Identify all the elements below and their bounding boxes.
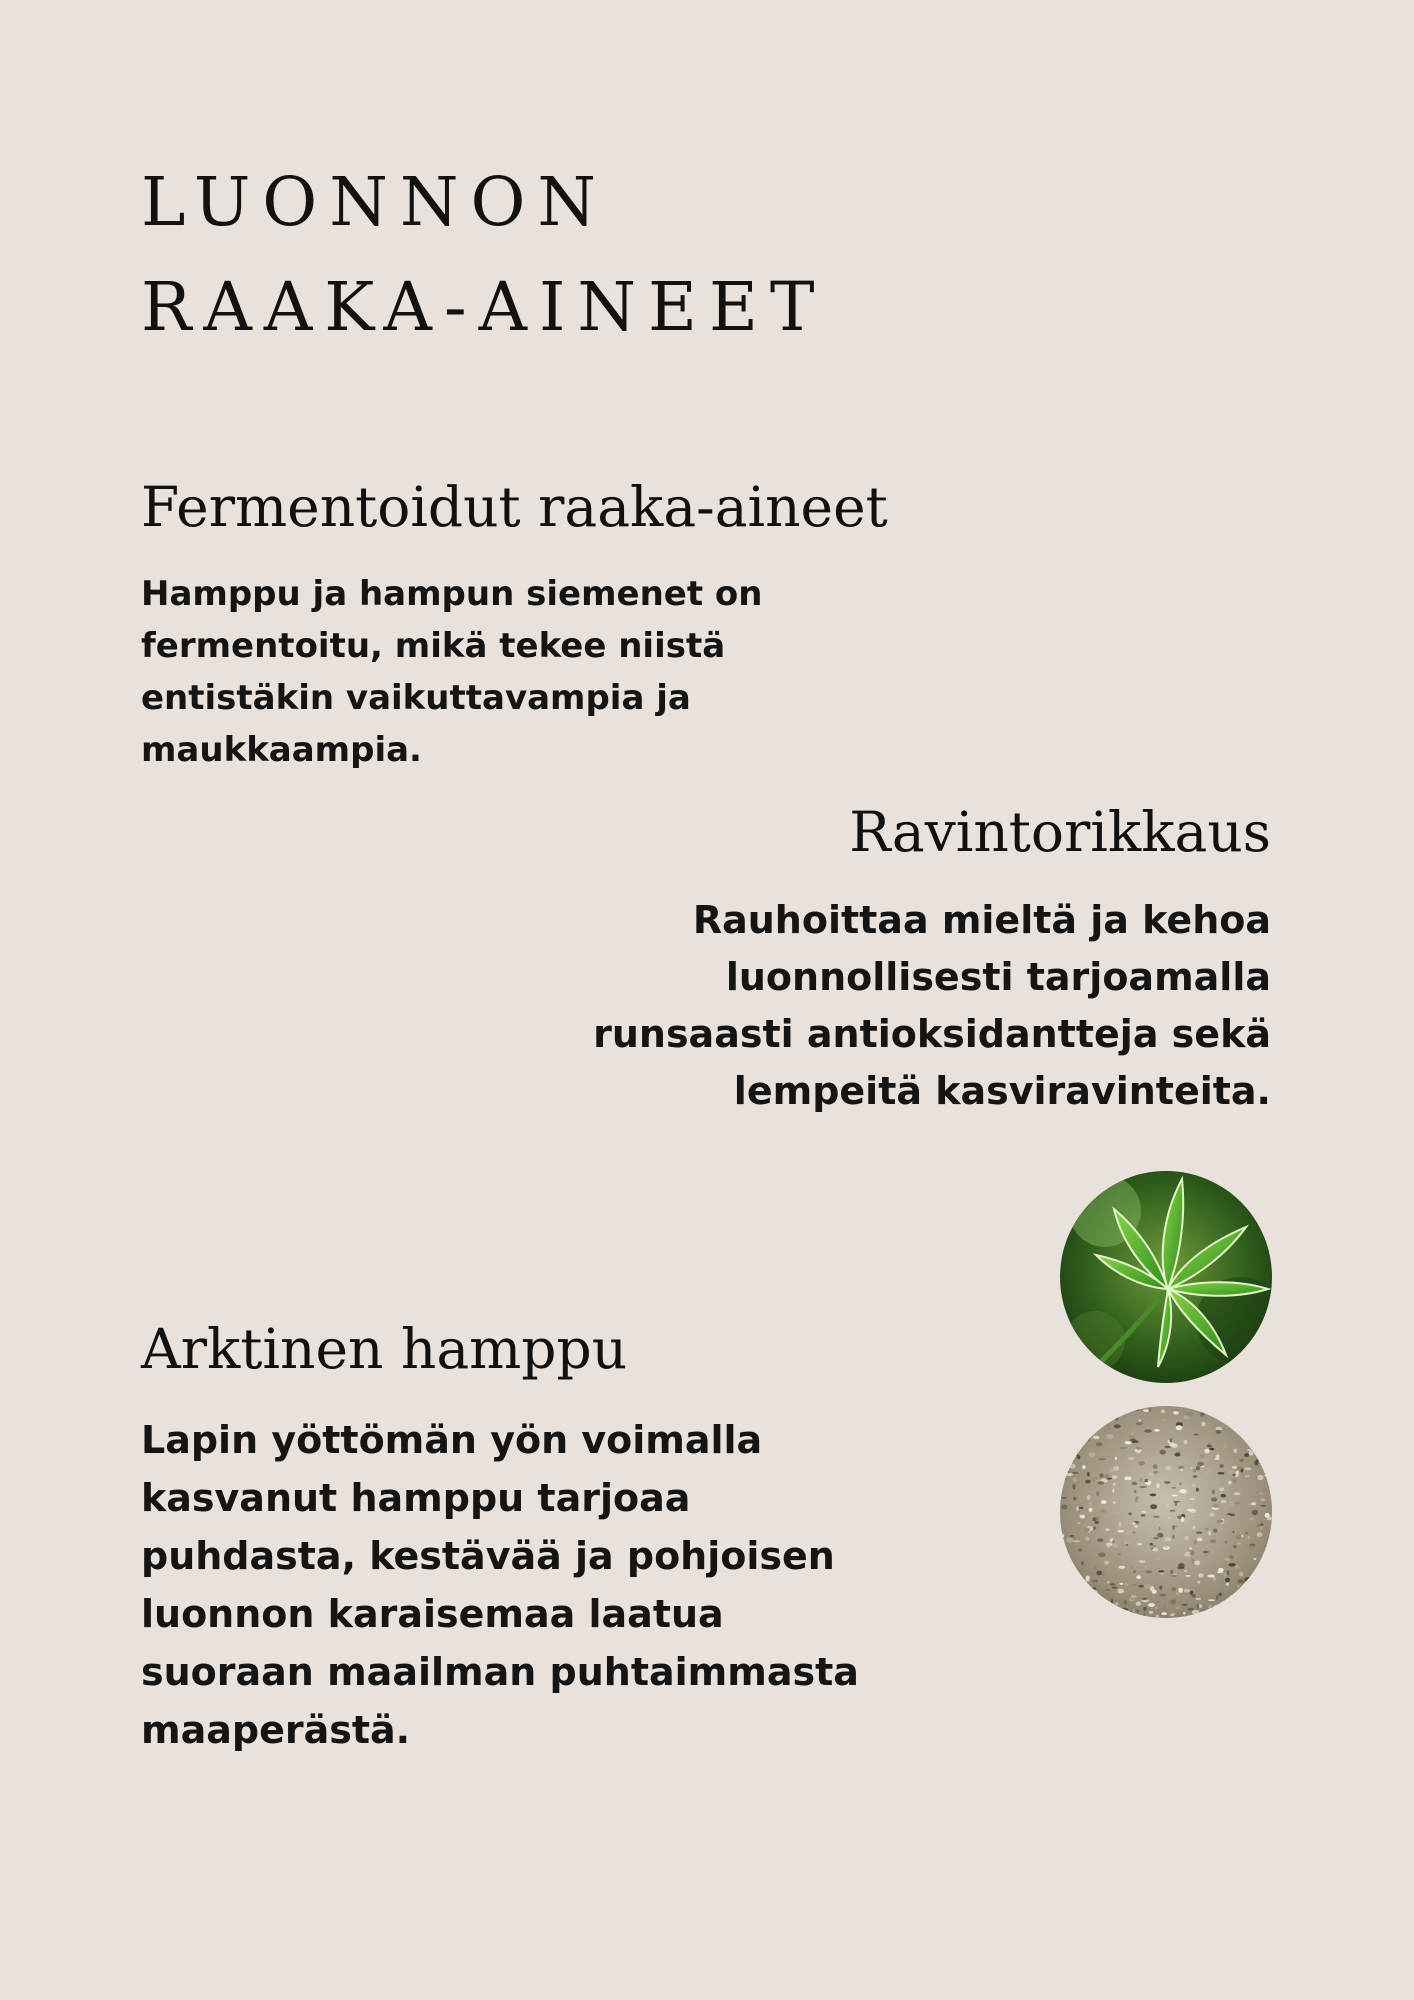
- section-text-ravintorikkaus: Rauhoittaa mieltä ja kehoa luonnollisesti tarjoamalla runsaasti antioksidantteja sekä lempeitä kasviravinteita.: [593, 898, 1271, 1113]
- page-title-line-2: RAAKA-AINEET: [141, 268, 827, 346]
- page-title-line-1: LUONNON: [141, 163, 609, 241]
- section-text-fermentoidut: Hamppu ja hampun siemenet on fermentoitu, mikä tekee niistä entistäkin vaikuttavampia ja maukkaampia.: [141, 574, 763, 770]
- page-title: [141, 150, 827, 360]
- section-heading-ravintorikkaus: Ravintorikkaus: [849, 800, 1271, 864]
- hemp-leaf-photo: [1060, 1171, 1272, 1383]
- section-heading-fermentoidut: Fermentoidut raaka-aineet: [141, 475, 888, 539]
- section-heading-arktinen: Arktinen hamppu: [141, 1317, 628, 1381]
- section-text-arktinen: Lapin yöttömän yön voimalla kasvanut hamppu tarjoaa puhdasta, kestävää ja pohjoisen luonnon karaisemaa laatua suoraan maailman puhtaimmasta maaperästä.: [141, 1418, 859, 1752]
- hemp-seeds-photo: [1060, 1406, 1272, 1618]
